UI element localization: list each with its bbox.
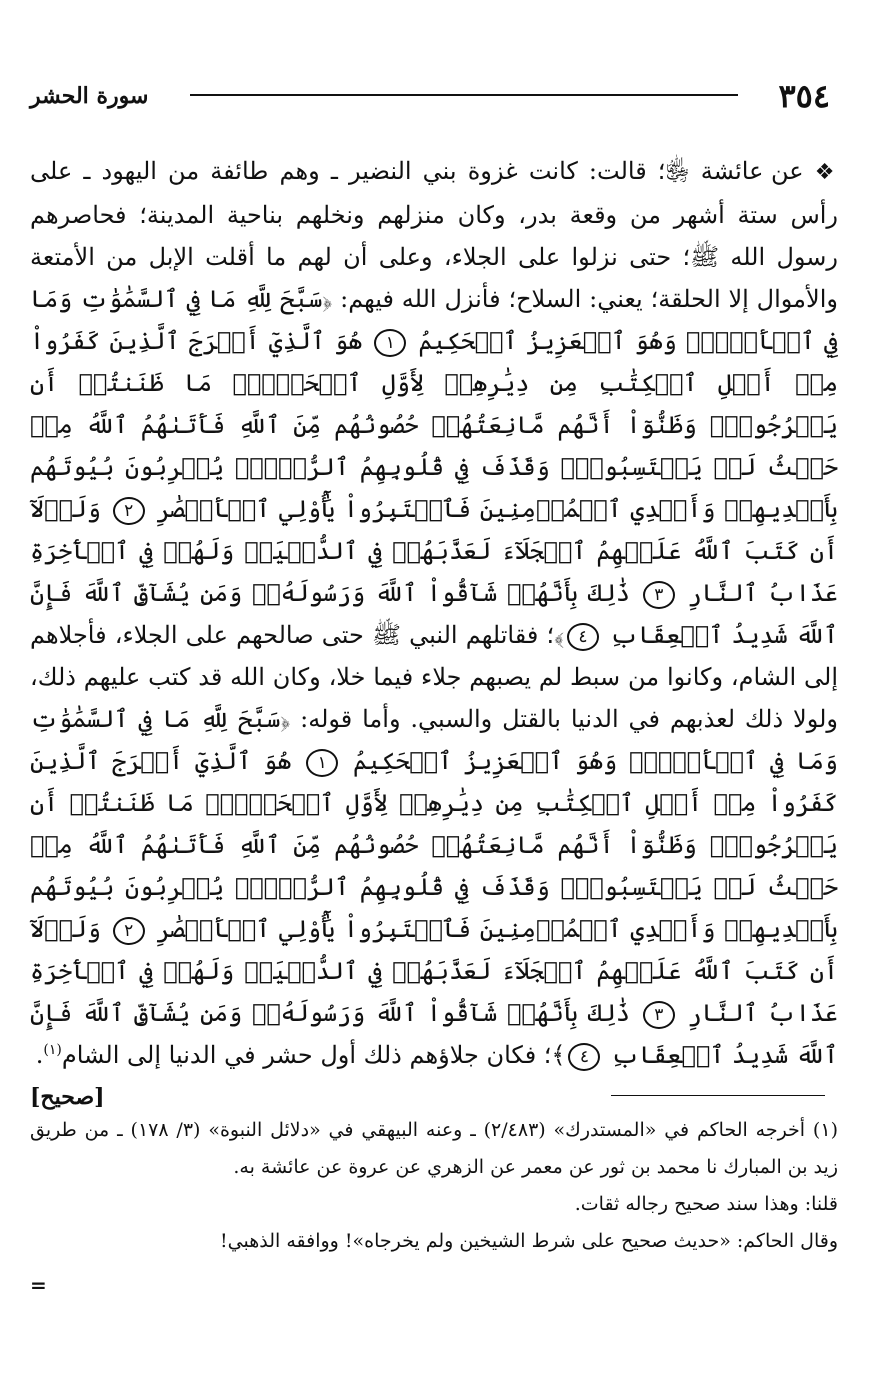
verse-text: وَلَوۡلَآ أَن كَتَبَ ٱللَّهُ عَلَيۡهِمُ ٱلۡجَلَآءَ لَعَذَّبَهُمۡ فِي ٱلدُّنۡيَاۖ وَلَهُمۡ فِي ٱلۡأٓخِرَةِ عَذَابُ ٱلنَّارِ (30, 915, 838, 1027)
header-rule (190, 94, 738, 96)
ayah-marker: ١ (374, 329, 406, 357)
running-header (30, 76, 830, 120)
verse-text: هُوَ ٱلَّذِيٓ أَخۡرَجَ ٱلَّذِينَ كَفَرُواْ مِنۡ أَهۡلِ ٱلۡكِتَٰبِ مِن دِيَٰرِهِمۡ لِأَوَّلِ ٱلۡحَشۡرِۚ مَا ظَنَنتُمۡ أَن يَخۡرُجُواْۖ وَظَنُّوٓاْ أَنَّهُم مَّانِعَتُهُمۡ حُصُونُهُم مِّنَ ٱللَّهِ فَأَتَىٰهُمُ ٱللَّهُ مِنۡ حَيۡثُ لَمۡ يَحۡتَسِبُواْۖ وَقَذَفَ فِي قُلُوبِهِمُ ٱلرُّعۡبَۚ يُخۡرِبُونَ بُيُوتَهُم بِأَيۡدِيهِمۡ وَأَيۡدِي ٱلۡمُؤۡمِنِينَ فَٱعۡتَبِرُواْ يَٰٓأُوْلِي ٱلۡأَبۡصَٰرِ (30, 327, 839, 523)
ayah-marker: ٣ (643, 581, 675, 609)
ayah-marker: ٣ (643, 1001, 675, 1029)
grade-badge: [صحيح] (30, 1084, 105, 1110)
surah-title: سورة الحشر (30, 83, 149, 109)
ayah-marker: ١ (306, 749, 338, 777)
verse-text: ذَٰلِكَ بِأَنَّهُمۡ شَآقُّواْ ٱللَّهَ وَرَسُولَهُۥۖ وَمَن يُشَآقِّ ٱللَّهَ فَإِنَّ ٱللَّهَ شَدِيدُ ٱلۡعِقَابِ (30, 999, 838, 1069)
footnotes (30, 1112, 838, 1260)
footnote-assessment: قلنا: وهذا سند صحيح رجاله ثقات. (574, 1193, 838, 1215)
diamond-icon: ❖ (814, 160, 838, 185)
hadith-middle: ﴾؛ فقاتلهم النبي ﷺ حتى صالحهم على الجلاء، فأجلاهم إلى الشام، وكانوا من سبط لم يصبهم جلاء فيما خلا، وكان الله قد كتب عليهم ذلك، ولولا ذلك لعذبهم في الدنيا بالقتل والسبي. وأما قوله: ﴿ (30, 621, 839, 733)
footnote-reference[interactable]: (١) (43, 1042, 62, 1058)
hadith-paragraph (30, 150, 839, 1110)
footnote-source: (١) أخرجه الحاكم في «المستدرك» (٢/٤٨٣) ـ وعنه البيهقي في «دلائل النبوة» (٣/ ١٧٨) ـ من طريق زيد بن المبارك نا محمد بن ثور عن معمر عن الزهري عن عروة عن عائشة به. (30, 1119, 838, 1178)
verse-text: سَبَّحَ لِلَّهِ مَا فِي ٱلسَّمَٰوَٰتِ وَمَا فِي ٱلۡأَرۡضِۖ وَهُوَ ٱلۡعَزِيزُ ٱلۡحَكِيمُ (30, 705, 838, 775)
footnote-item (30, 1112, 838, 1260)
ayah-marker: ٢ (113, 917, 145, 945)
footnote-hakim-quote: وقال الحاكم: «حديث صحيح على شرط الشيخين ولم يخرجاه»! ووافقه الذهبي! (220, 1230, 838, 1252)
page-number: ٣٥٤ (778, 77, 830, 115)
ayah-marker: ٤ (568, 1043, 600, 1071)
verse-text: وَلَوۡلَآ أَن كَتَبَ ٱللَّهُ عَلَيۡهِمُ ٱلۡجَلَآءَ لَعَذَّبَهُمۡ فِي ٱلدُّنۡيَاۖ وَلَهُمۡ فِي ٱلۡأٓخِرَةِ عَذَابُ ٱلنَّارِ (30, 495, 838, 607)
ayah-marker: ٢ (113, 497, 145, 525)
ayah-marker: ٤ (567, 623, 599, 651)
hadith-body (30, 150, 838, 1118)
verse-text: هُوَ ٱلَّذِيٓ أَخۡرَجَ ٱلَّذِينَ كَفَرُواْ مِنۡ أَهۡلِ ٱلۡكِتَٰبِ مِن دِيَٰرِهِمۡ لِأَوَّلِ ٱلۡحَشۡرِۚ مَا ظَنَنتُمۡ أَن يَخۡرُجُواْۖ وَظَنُّوٓاْ أَنَّهُم مَّانِعَتُهُمۡ حُصُونُهُم مِّنَ ٱللَّهِ فَأَتَىٰهُمُ ٱللَّهُ مِنۡ حَيۡثُ لَمۡ يَحۡتَسِبُواْۖ وَقَذَفَ فِي قُلُوبِهِمُ ٱلرُّعۡبَۚ يُخۡرِبُونَ بُيُوتَهُم بِأَيۡدِيهِمۡ وَأَيۡدِي ٱلۡمُؤۡمِنِينَ فَٱعۡتَبِرُواْ يَٰٓأُوْلِي ٱلۡأَبۡصَٰرِ (30, 747, 838, 943)
verse-text: سَبَّحَ لِلَّهِ مَا فِي ٱلسَّمَٰوَٰتِ وَمَا فِي ٱلۡأَرۡضِۖ وَهُوَ ٱلۡعَزِيزُ ٱلۡحَكِيمُ (30, 285, 838, 355)
continuation-mark: = (30, 1273, 47, 1297)
end-period: . (35, 1041, 44, 1069)
verse-text: ذَٰلِكَ بِأَنَّهُمۡ شَآقُّواْ ٱللَّهَ وَرَسُولَهُۥۖ وَمَن يُشَآقِّ ٱللَّهَ فَإِنَّ ٱللَّهَ شَدِيدُ ٱلۡعِقَابِ (30, 579, 838, 649)
hadith-intro: عن عائشة ﵂؛ قالت: كانت غزوة بني النضير ـ وهم طائفة من اليهود ـ على رأس ستة أشهر من وقعة بدر، وكان منزلهم ونخلهم بناحية المدينة؛ فحاصرهم رسول الله ﷺ؛ حتى نزلوا على الجلاء، وعلى أن لهم ما أقلت الإبل من الأمتعة والأموال إلا الحلقة؛ يعني: السلاح؛ فأنزل الله فيهم: ﴿ (30, 157, 838, 313)
hadith-end: ﴾؛ فكان جلاؤهم ذلك أول حشر في الدنيا إلى الشام (61, 1041, 566, 1069)
footnote-rule (611, 1095, 825, 1096)
